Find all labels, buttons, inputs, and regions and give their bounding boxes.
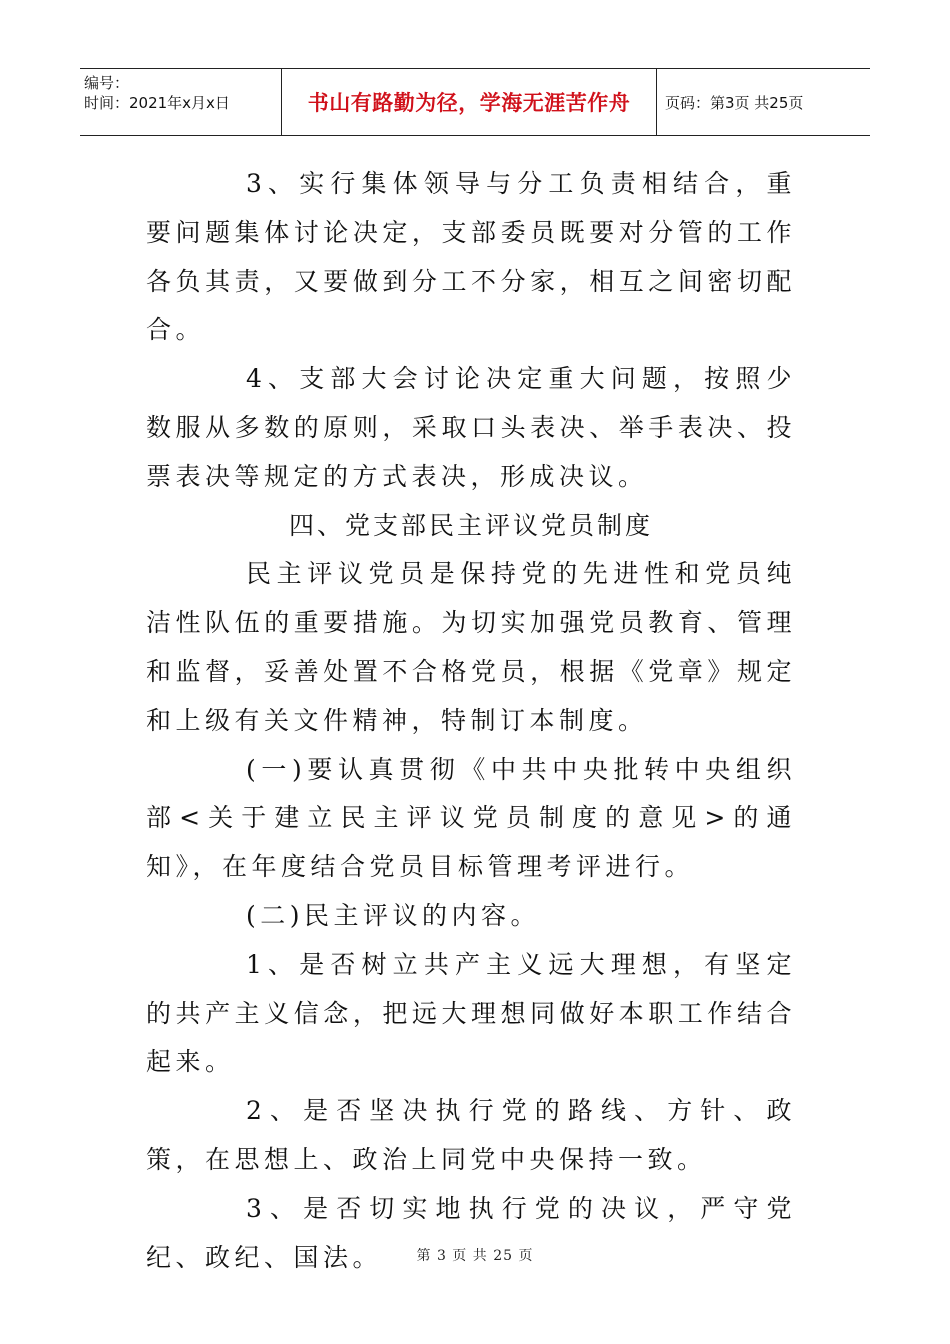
document-body [146, 160, 796, 1282]
section-heading: 四、党支部民主评议党员制度 [288, 510, 653, 540]
document-number-label: 编号： [84, 74, 130, 92]
paragraph-rule-4: 4、支部大会讨论决定重大问题，按照少数服从多数的原则，采取口头表决、举手表决、投票表决等规定的方式表决，形成决议。 [146, 364, 796, 491]
header-page-code: 页码：第3页 共25页 [665, 93, 804, 112]
paragraph-content-1: 1、是否树立共产主义远大理想，有坚定的共产主义信念，把远大理想同做好本职工作结合起来。 [146, 949, 796, 1077]
paragraph-item-1: (一)要认真贯彻《中共中央批转中央组织部<关于建立民主评议党员制度的意见>的通知》，在年度结合党员目标管理考评进行。 [146, 754, 796, 882]
paragraph-item-2: (二)民主评议的内容。 [246, 900, 541, 930]
page-header [80, 68, 870, 136]
document-date: 时间：2021年x月x日 [84, 94, 230, 112]
paragraph-intro: 民主评议党员是保持党的先进性和党员纯洁性队伍的重要措施。为切实加强党员教育、管理和监督，妥善处置不合格党员，根据《党章》规定和上级有关文件精神，特制订本制度。 [146, 559, 796, 735]
header-motto: 书山有路勤为径，学海无涯苦作舟 [282, 69, 657, 135]
paragraph-content-2: 2、是否坚决执行党的路线、方针、政策，在思想上、政治上同党中央保持一致。 [146, 1096, 796, 1174]
page-footer: 第 3 页 共 25 页 [416, 1248, 534, 1264]
paragraph-rule-3: 3、实行集体领导与分工负责相结合，重要问题集体讨论决定，支部委员既要对分管的工作各负其责，又要做到分工不分家，相互之间密切配合。 [146, 169, 796, 345]
header-meta [80, 69, 282, 135]
paragraph-content-3: 3、是否切实地执行党的决议，严守党纪、政纪、国法。 [146, 1193, 796, 1272]
